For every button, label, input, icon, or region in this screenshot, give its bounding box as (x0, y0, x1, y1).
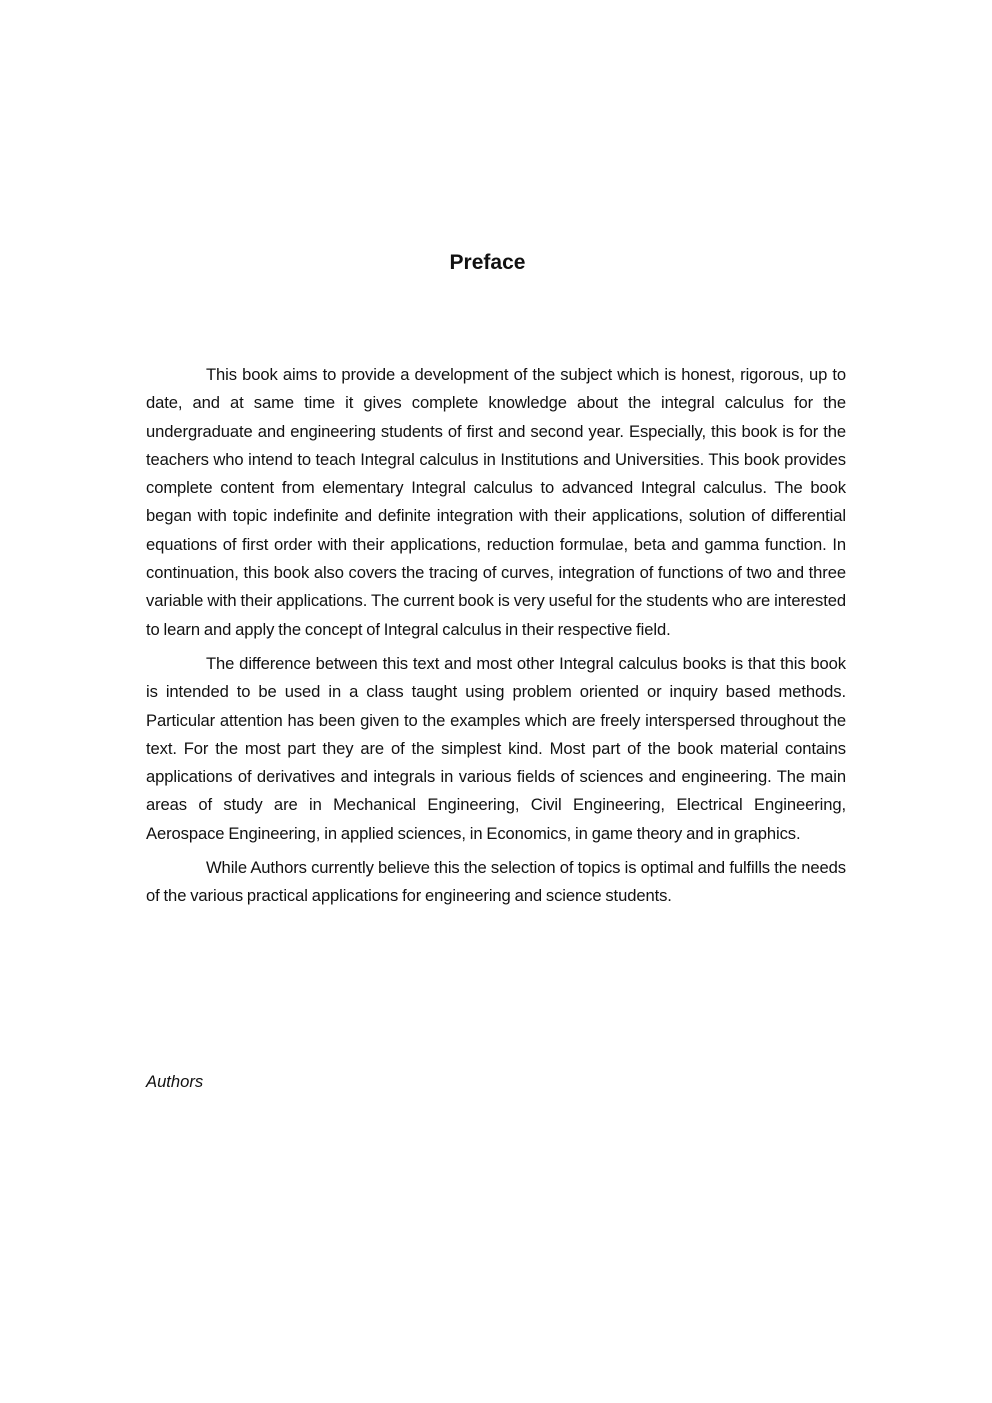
preface-body (146, 361, 846, 917)
page-title: Preface (449, 251, 526, 274)
author-signature: Authors (146, 1072, 204, 1091)
paragraph-1: This book aims to provide a development of the subject which is honest, rigorous, up to date, and at same time it gives complete knowledge about the integral calculus for the undergraduate and engineering students of first and second year. Especially, this book is for the teachers who intend to teach Integral calculus in Institutions and Universities. This book provides complete content from elementary Integral calculus to advanced Integral calculus. The book began with topic indefinite and definite integration with their applications, solution of differential equations of first order with their applications, reduction formulae, beta and gamma function. In continuation, this book also covers the tracing of curves, integration of functions of two and three variable with their applications. The current book is very useful for the students who are interested to learn and apply the concept of Integral calculus in their respective field. (146, 365, 846, 639)
paragraph-2: The difference between this text and most other Integral calculus books is that this book is intended to be used in a class taught using problem oriented or inquiry based methods. Particular attention has been given to the examples which are freely interspersed throughout the text. For the most part they are of the simplest kind. Most part of the book material contains applications of derivatives and integrals in various fields of sciences and engineering. The main areas of study are in Mechanical Engineering, Civil Engineering, Electrical Engineering, Aerospace Engineering, in applied sciences, in Economics, in game theory and in graphics. (146, 653, 846, 843)
paragraph-3: While Authors currently believe this the selection of topics is optimal and fulfills the needs of the various practical applications for engineering and science students. (146, 858, 846, 906)
